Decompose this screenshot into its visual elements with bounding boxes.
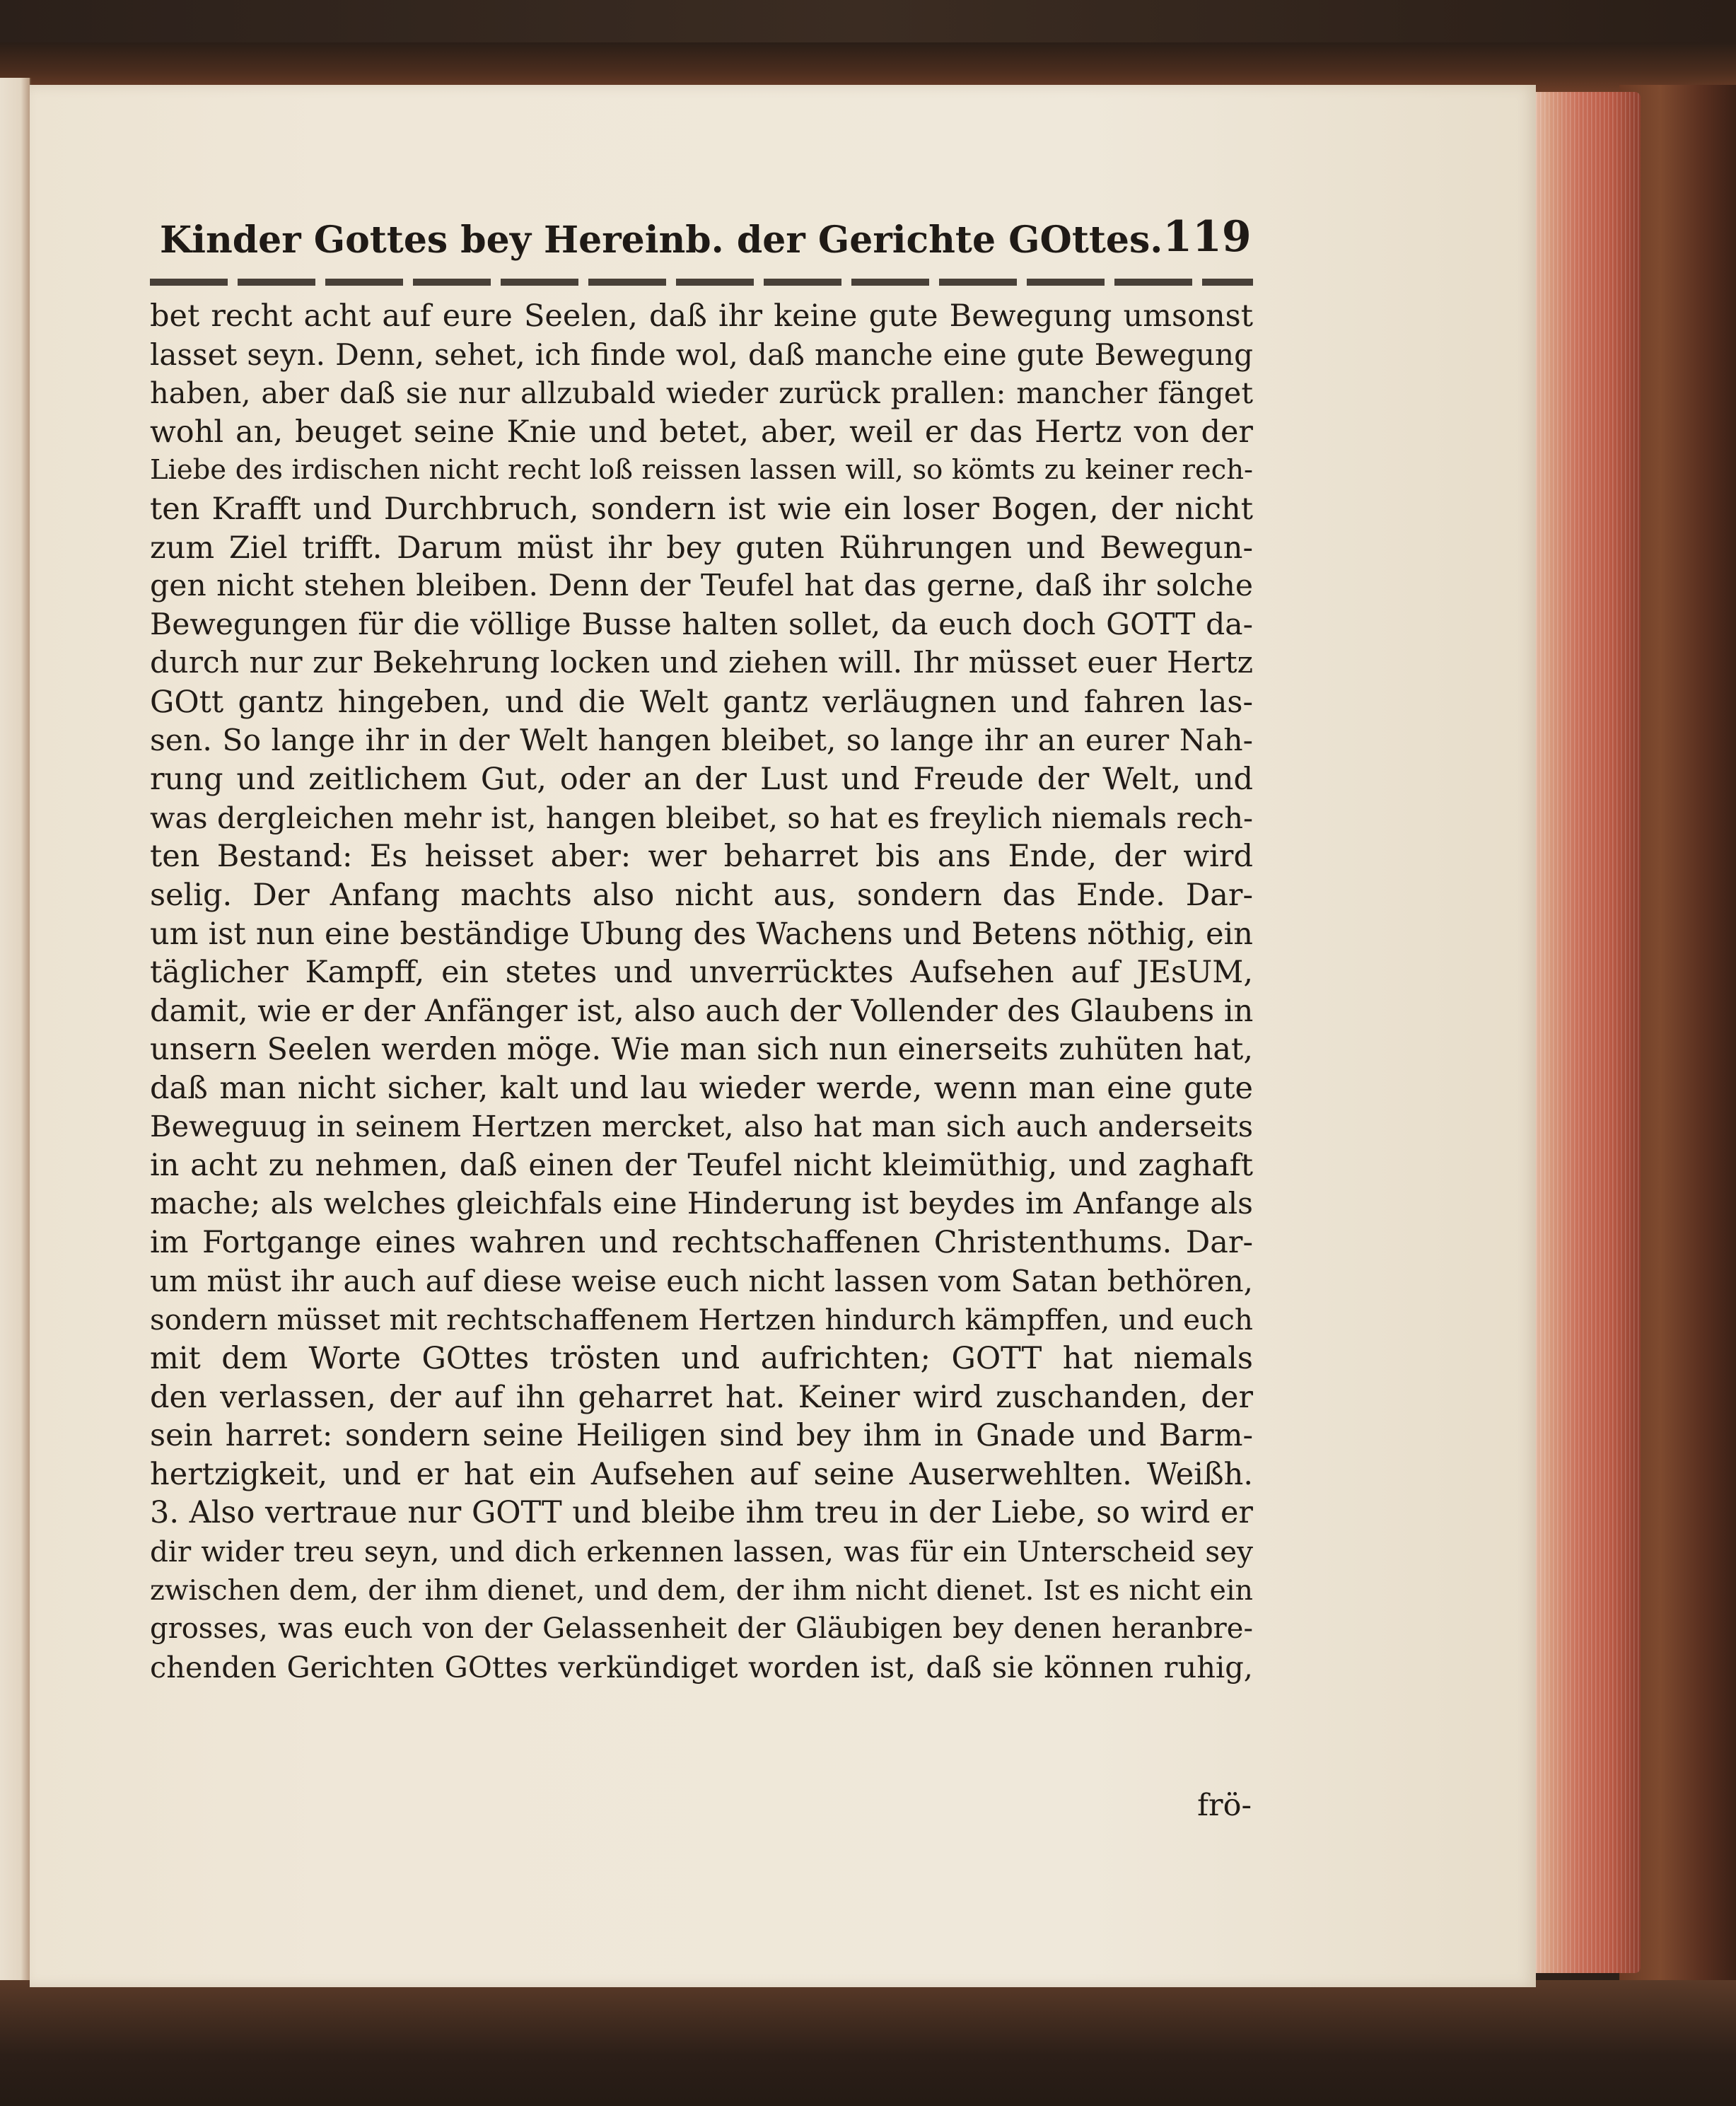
text-line: mache; als welches gleichfals eine Hinderung ist beydes im Anfange als [150, 1186, 1253, 1221]
body-text [150, 297, 1253, 1687]
text-line: dir wider treu seyn, und dich erkennen lassen, was für ein Unterscheid sey [150, 1535, 1253, 1569]
text-line: selig. Der Anfang machts also nicht aus, sondern das Ende. Dar- [150, 877, 1253, 913]
header-rule [150, 279, 1253, 286]
catchword: frö- [1197, 1788, 1252, 1823]
text-line: um müst ihr auch auf diese weise euch nicht lassen vom Satan bethören, [150, 1263, 1253, 1298]
text-line: grosses, was euch von der Gelassenheit der Gläubigen bey denen heranbre- [150, 1612, 1253, 1646]
text-line: 3. Also vertraue nur GOTT und bleibe ihm treu in der Liebe, so wird er [150, 1495, 1253, 1531]
text-line: daß man nicht sicher, kalt und lau wieder werde, wenn man eine gute [150, 1070, 1253, 1106]
text-line: hertzigkeit, und er hat ein Aufsehen auf seine Auserwehlten. Weißh. [150, 1456, 1253, 1492]
text-line: sein harret: sondern seine Heiligen sind bey ihm in Gnade und Barm- [150, 1418, 1253, 1454]
text-line: ten Bestand: Es heisset aber: wer beharret bis ans Ende, der wird [150, 839, 1253, 875]
text-line: damit, wie er der Anfänger ist, also auch der Vollender des Glaubens in [150, 993, 1253, 1029]
running-head [160, 198, 1252, 262]
text-line: rung und zeitlichem Gut, oder an der Lust und Freude der Welt, und [150, 762, 1253, 798]
page-edges [1527, 92, 1641, 1973]
text-line: mit dem Worte GOttes trösten und aufrichten; GOTT hat niemals [150, 1341, 1253, 1377]
text-line: wohl an, beuget seine Knie und betet, aber, weil er das Hertz von der [150, 414, 1253, 450]
text-line: zum Ziel trifft. Darum müst ihr bey guten Rührungen und Bewegun- [150, 530, 1253, 566]
page-number: 119 [1163, 212, 1252, 262]
text-line: Beweguug in seinem Hertzen mercket, also hat man sich auch anderseits [150, 1109, 1253, 1144]
text-line: unsern Seelen werden möge. Wie man sich nun einerseits zuhüten hat, [150, 1032, 1253, 1068]
text-line: im Fortgange eines wahren und rechtschaffenen Christenthums. Dar- [150, 1225, 1253, 1261]
text-line: den verlassen, der auf ihn geharret hat. Keiner wird zuschanden, der [150, 1379, 1253, 1415]
text-line: sen. So lange ihr in der Welt hangen bleibet, so lange ihr an eurer Nah- [150, 723, 1253, 758]
text-line: sondern müsset mit rechtschaffenem Hertzen hindurch kämpffen, und euch [150, 1303, 1253, 1337]
previous-page-edge [0, 78, 31, 2058]
running-title: Kinder Gottes bey Hereinb. der Gerichte GOttes. [160, 219, 1163, 262]
text-line: haben, aber daß sie nur allzubald wieder zurück prallen: mancher fänget [150, 376, 1253, 411]
text-line: gen nicht stehen bleiben. Denn der Teufel hat das gerne, daß ihr solche [150, 569, 1253, 604]
text-line: Liebe des irdischen nicht recht loß reissen lassen will, so kömts zu keiner rech- [150, 454, 1253, 487]
text-line: was dergleichen mehr ist, hangen bleibet, so hat es freylich niemals rech- [150, 800, 1253, 835]
text-line: Bewegungen für die völlige Busse halten sollet, da euch doch GOTT da- [150, 607, 1253, 642]
book-cover-bottom [0, 1980, 1736, 2106]
text-line: täglicher Kampff, ein stetes und unverrücktes Aufsehen auf JEsUM, [150, 955, 1253, 991]
text-line: ten Krafft und Durchbruch, sondern ist wie ein loser Bogen, der nicht [150, 491, 1253, 527]
text-line: chenden Gerichten GOttes verkündiget worden ist, daß sie können ruhig, [150, 1649, 1253, 1685]
text-line: lasset seyn. Denn, sehet, ich finde wol, daß manche eine gute Bewegung [150, 337, 1253, 372]
text-line: in acht zu nehmen, daß einen der Teufel nicht kleimüthig, und zaghaft [150, 1148, 1253, 1184]
text-line: GOtt gantz hingeben, und die Welt gantz verläugnen und fahren las- [150, 684, 1253, 720]
text-line: bet recht acht auf eure Seelen, daß ihr keine gute Bewegung umsonst [150, 298, 1253, 334]
text-line: durch nur zur Bekehrung locken und ziehen will. Ihr müsset euer Hertz [150, 646, 1253, 681]
text-line: um ist nun eine beständige Ubung des Wachens und Betens nöthig, ein [150, 916, 1253, 952]
text-line: zwischen dem, der ihm dienet, und dem, der ihm nicht dienet. Ist es nicht ein [150, 1573, 1253, 1607]
